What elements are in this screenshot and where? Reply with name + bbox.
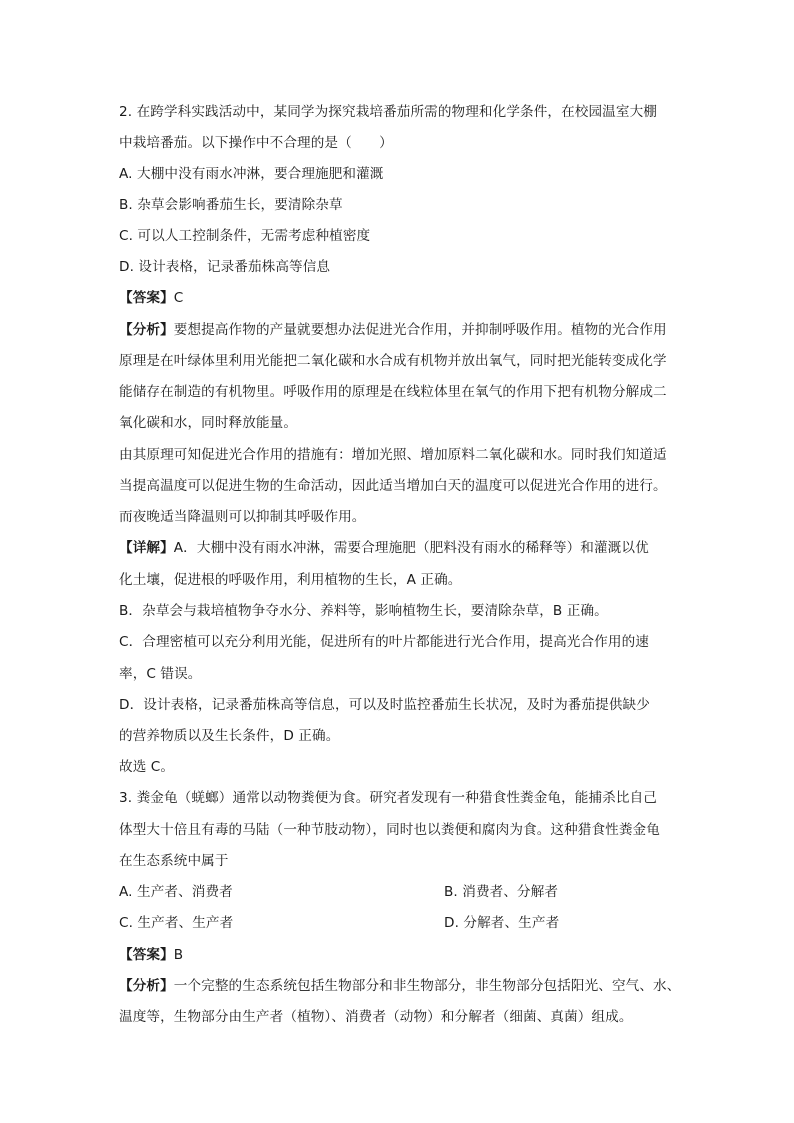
q2-detail-text: A．大棚中没有雨水冲淋，需要合理施肥（肥料没有雨水的稀释等）和灌溉以优 <box>173 540 649 556</box>
q2-detail-line-2: 化土壤，促进根的呼吸作用，利用植物的生长，A 正确。 <box>119 572 462 588</box>
q2-detail-line-7: 的营养物质以及生长条件，D 正确。 <box>119 728 340 744</box>
q3-option-c: C. 生产者、生产者 <box>119 915 234 931</box>
q2-analysis-line-5: 由其原理可知促进光合作用的措施有：增加光照、增加原料二氧化碳和水。同时我们知道适 <box>119 447 667 463</box>
q2-stem-line-2: 中栽培番茄。以下操作中不合理的是（ ） <box>119 135 393 151</box>
q3-answer-value: B <box>173 947 184 963</box>
q3-analysis-text: 一个完整的生态系统包括生物部分和非生物部分，非生物部分包括阳光、空气、水、 <box>173 978 681 994</box>
q2-analysis-line-4: 氧化碳和水，同时释放能量。 <box>119 415 298 431</box>
q2-detail-tag: 【详解】 <box>119 540 174 556</box>
q3-stem-line-1: 3. 粪金龟（蜣螂）通常以动物粪便为食。研究者发现有一种猎食性粪金龟，能捕杀比自己 <box>119 790 657 806</box>
q2-detail-line-4: C．合理密植可以充分利用光能，促进所有的叶片都能进行光合作用，提高光合作用的速 <box>119 634 649 650</box>
q3-option-b: B. 消费者、分解者 <box>444 884 559 900</box>
q3-option-a: A. 生产者、消费者 <box>119 884 233 900</box>
q2-detail-line-3: B．杂草会与栽培植物争夺水分、养料等，影响植物生长，要清除杂草，B 正确。 <box>119 603 608 619</box>
q2-analysis-tag: 【分析】 <box>119 322 174 338</box>
q3-analysis-line-1 <box>119 976 680 996</box>
q3-stem-line-3: 在生态系统中属于 <box>119 853 229 869</box>
q2-detail-line-6: D．设计表格，记录番茄株高等信息，可以及时监控番茄生长状况，及时为番茄提供缺少 <box>119 697 650 713</box>
q2-option-d: D. 设计表格，记录番茄株高等信息 <box>119 259 331 275</box>
q3-answer-tag: 【答案】 <box>119 947 174 963</box>
q3-answer <box>119 945 183 965</box>
q2-stem-line-1: 2. 在跨学科实践活动中，某同学为探究栽培番茄所需的物理和化学条件，在校园温室大棚 <box>119 104 657 120</box>
q2-analysis-line-7: 而夜晚适当降温则可以抑制其呼吸作用。 <box>119 509 366 525</box>
q2-option-a: A. 大棚中没有雨水冲淋，要合理施肥和灌溉 <box>119 166 384 182</box>
q2-option-b: B. 杂草会影响番茄生长，要清除杂草 <box>119 197 343 213</box>
q2-analysis-line-1 <box>119 320 667 340</box>
q2-analysis-text: 要想提高作物的产量就要想办法促进光合作用，并抑制呼吸作用。植物的光合作用 <box>173 322 667 338</box>
q3-analysis-tag: 【分析】 <box>119 978 174 994</box>
q2-detail-line-8: 故选 C。 <box>119 759 175 775</box>
q2-answer-value: C <box>173 290 184 306</box>
q2-analysis-line-6: 当提高温度可以促进生物的生命活动，因此适当增加白天的温度可以促进光合作用的进行。 <box>119 478 667 494</box>
q2-answer <box>119 288 183 308</box>
q2-option-c: C. 可以人工控制条件，无需考虑种植密度 <box>119 228 371 244</box>
q2-analysis-line-3: 能储存在制造的有机物里。呼吸作用的原理是在线粒体里在氧气的作用下把有机物分解成二 <box>119 384 667 400</box>
q2-analysis-line-2: 原理是在叶绿体里利用光能把二氧化碳和水合成有机物并放出氧气，同时把光能转变成化学 <box>119 353 667 369</box>
q2-answer-tag: 【答案】 <box>119 290 174 306</box>
q3-stem-line-2: 体型大十倍且有毒的马陆（一种节肢动物），同时也以粪便和腐肉为食。这种猎食性粪金龟 <box>119 822 660 838</box>
q3-analysis-line-2: 温度等，生物部分由生产者（植物）、消费者（动物）和分解者（细菌、真菌）组成。 <box>119 1009 633 1025</box>
q3-option-d: D. 分解者、生产者 <box>444 915 560 931</box>
q2-detail-line-5: 率，C 错误。 <box>119 666 202 682</box>
q2-detail-line-1 <box>119 538 649 558</box>
